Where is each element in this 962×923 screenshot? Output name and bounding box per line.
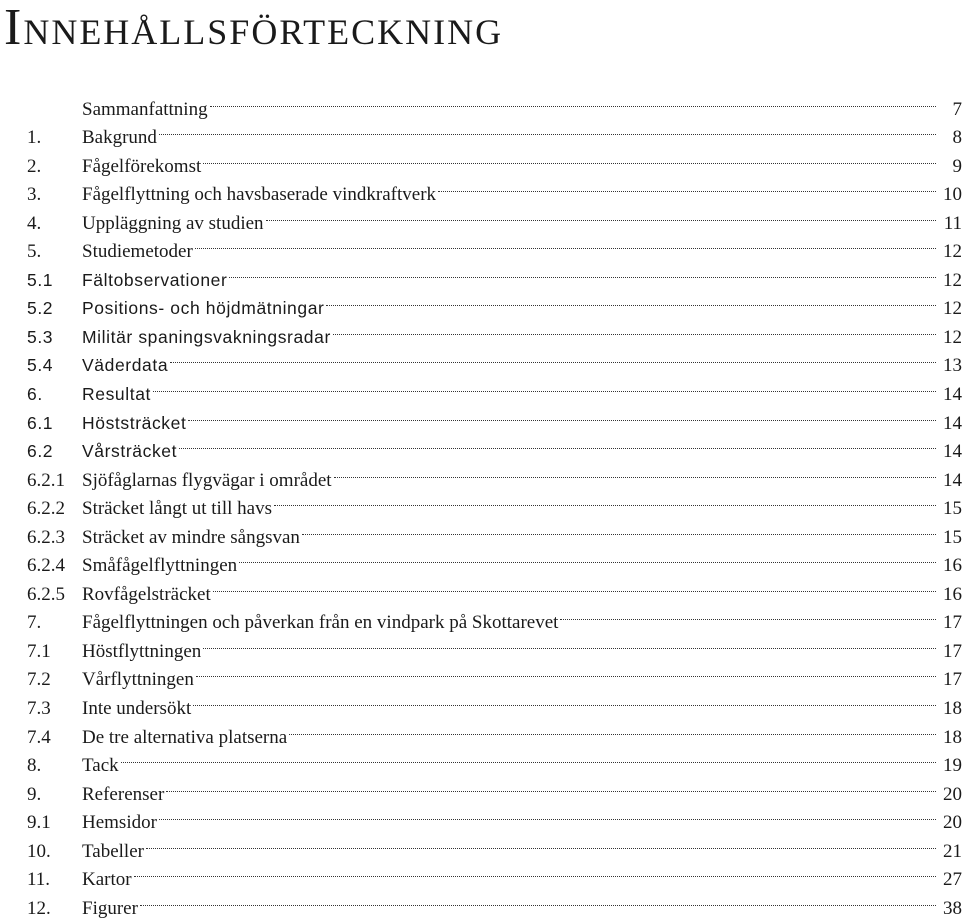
toc-entry-number: 9. — [27, 783, 42, 805]
toc-entry-page: 12 — [943, 241, 962, 263]
toc-entry-page: 8 — [952, 127, 962, 149]
toc-entry[interactable] — [27, 743, 962, 777]
toc-entry[interactable] — [27, 115, 962, 149]
toc-entry[interactable] — [27, 771, 962, 805]
toc-entry-number: 6.2 — [27, 441, 54, 462]
toc-entry-number: 10. — [27, 840, 51, 862]
toc-entry-number: 8. — [27, 755, 42, 777]
toc-entry-title: Figurer — [82, 897, 138, 919]
toc-entry-page: 14 — [943, 412, 962, 434]
toc-entry-page: 12 — [943, 326, 962, 348]
toc-entry-page: 10 — [943, 184, 962, 206]
toc-entry-title: Kartor — [82, 869, 132, 891]
toc-dot-leader — [153, 371, 936, 400]
toc-dot-leader — [326, 286, 936, 315]
toc-dot-leader — [193, 685, 936, 714]
toc-entry-page: 27 — [943, 869, 962, 891]
toc-dot-leader — [213, 571, 936, 600]
toc-entry-page: 38 — [943, 897, 962, 919]
toc-entry-number: 7.3 — [27, 698, 51, 720]
toc-entry-title: Rovfågelsträcket — [82, 583, 211, 605]
toc-entry-number: 6.1 — [27, 412, 54, 433]
toc-entry-page: 12 — [943, 269, 962, 291]
toc-dot-leader — [302, 514, 936, 543]
toc-entry-page: 20 — [943, 812, 962, 834]
toc-dot-leader — [438, 172, 936, 201]
toc-entry-number: 5. — [27, 241, 42, 263]
toc-entry-number: 5.1 — [27, 269, 54, 290]
toc-dot-leader — [239, 543, 936, 572]
toc-entry-page: 14 — [943, 441, 962, 463]
toc-entry[interactable] — [27, 400, 962, 434]
toc-entry-title: Hemsidor — [82, 812, 157, 834]
toc-entry-title: Fågelflyttningen och påverkan från en vindpark på Skottarevet — [82, 612, 559, 634]
toc-entry-page: 13 — [943, 355, 962, 377]
toc-entry-title: Referenser — [82, 783, 165, 805]
toc-entry-page: 16 — [943, 555, 962, 577]
toc-dot-leader — [203, 143, 936, 172]
toc-dot-leader — [195, 229, 936, 258]
toc-dot-leader — [334, 457, 936, 486]
toc-entry[interactable] — [27, 885, 962, 919]
toc-entry-page: 11 — [943, 212, 962, 234]
table-of-contents — [27, 86, 962, 919]
toc-entry-number: 12. — [27, 897, 51, 919]
toc-dot-leader — [203, 628, 936, 657]
toc-entry-page: 19 — [943, 755, 962, 777]
toc-entry-title: Positions- och höjdmätningar — [82, 298, 325, 319]
toc-entry-title: Militär spaningsvakningsradar — [82, 326, 331, 347]
toc-dot-leader — [159, 115, 936, 144]
toc-entry-title: Höststräcket — [82, 412, 187, 433]
toc-entry-title: Resultat — [82, 384, 151, 405]
toc-dot-leader — [159, 800, 936, 829]
toc-entry-page: 9 — [952, 155, 962, 177]
toc-entry-page: 12 — [943, 298, 962, 320]
toc-entry-title: Uppläggning av studien — [82, 212, 264, 234]
toc-entry-title: Väderdata — [82, 355, 169, 376]
toc-entry-page: 15 — [943, 498, 962, 520]
toc-entry[interactable] — [27, 800, 962, 834]
toc-entry-title: Sträcket långt ut till havs — [82, 498, 272, 520]
toc-dot-leader — [196, 657, 936, 686]
toc-dot-leader — [210, 86, 936, 115]
toc-entry-number: 5.4 — [27, 355, 54, 376]
toc-dot-leader — [266, 200, 936, 229]
toc-dot-leader — [146, 828, 936, 857]
toc-entry-number: 4. — [27, 212, 42, 234]
toc-entry-title: Sträcket av mindre sångsvan — [82, 526, 300, 548]
toc-dot-leader — [179, 429, 936, 458]
toc-dot-leader — [560, 600, 936, 629]
toc-entry-title: Fältobservationer — [82, 269, 228, 290]
toc-entry-page: 17 — [943, 669, 962, 691]
toc-entry-number: 7.2 — [27, 669, 51, 691]
toc-entry-number: 7.4 — [27, 726, 51, 748]
toc-entry-title: Sjöfåglarnas flygvägar i området — [82, 469, 332, 491]
toc-entry-page: 14 — [943, 469, 962, 491]
toc-entry-page: 17 — [943, 640, 962, 662]
toc-entry[interactable] — [27, 143, 962, 177]
toc-dot-leader — [289, 714, 936, 743]
toc-entry-number: 3. — [27, 184, 42, 206]
toc-entry-title: Tack — [82, 755, 119, 777]
toc-entry-title: Fågelflyttning och havsbaserade vindkraftverk — [82, 184, 437, 206]
toc-entry-page: 17 — [943, 612, 962, 634]
toc-entry-title: Bakgrund — [82, 127, 157, 149]
toc-entry-title: Studiemetoder — [82, 241, 193, 263]
toc-dot-leader — [229, 257, 936, 286]
toc-entry-number: 5.2 — [27, 298, 54, 319]
toc-dot-leader — [140, 885, 936, 914]
toc-entry-number: 5.3 — [27, 326, 54, 347]
toc-entry-number: 6.2.4 — [27, 555, 65, 577]
toc-dot-leader — [274, 486, 936, 515]
toc-entry-title: Tabeller — [82, 840, 144, 862]
toc-entry[interactable] — [27, 371, 962, 406]
toc-dot-leader — [134, 857, 936, 886]
toc-dot-leader — [166, 771, 936, 800]
toc-entry-title: Småfågelflyttningen — [82, 555, 238, 577]
toc-entry[interactable] — [27, 857, 962, 891]
toc-entry-number: 6.2.1 — [27, 469, 65, 491]
page-title: Innehållsförteckning — [4, 0, 504, 56]
toc-entry-number: 9.1 — [27, 812, 51, 834]
toc-entry-title: Fågelförekomst — [82, 155, 202, 177]
toc-entry-number: 6.2.2 — [27, 498, 65, 520]
toc-entry-number: 11. — [27, 869, 51, 891]
toc-entry-title: Vårsträcket — [82, 441, 178, 462]
toc-entry-number: 6.2.3 — [27, 526, 65, 548]
toc-entry-title: Höstflyttningen — [82, 640, 202, 662]
toc-entry-page: 20 — [943, 783, 962, 805]
toc-entry-title: Inte undersökt — [82, 698, 192, 720]
toc-entry-page: 16 — [943, 583, 962, 605]
toc-entry-title: Sammanfattning — [82, 98, 208, 120]
toc-entry-number: 7. — [27, 612, 42, 634]
toc-entry-page: 7 — [952, 98, 962, 120]
toc-entry[interactable] — [27, 828, 962, 862]
toc-dot-leader — [170, 343, 936, 372]
toc-entry-page: 21 — [943, 840, 962, 862]
toc-dot-leader — [121, 743, 936, 772]
toc-dot-leader — [188, 400, 936, 429]
toc-entry-title: Vårflyttningen — [82, 669, 194, 691]
toc-entry-page: 18 — [943, 726, 962, 748]
toc-entry-number: 6. — [27, 384, 43, 405]
toc-entry-number: 6.2.5 — [27, 583, 65, 605]
toc-entry[interactable] — [27, 86, 962, 120]
toc-entry-page: 14 — [943, 384, 962, 406]
toc-entry-number: 1. — [27, 127, 42, 149]
toc-dot-leader — [333, 314, 936, 343]
toc-entry-number: 2. — [27, 155, 42, 177]
toc-entry-title: De tre alternativa platserna — [82, 726, 288, 748]
toc-entry-page: 18 — [943, 698, 962, 720]
toc-entry-page: 15 — [943, 526, 962, 548]
toc-entry-number: 7.1 — [27, 640, 51, 662]
